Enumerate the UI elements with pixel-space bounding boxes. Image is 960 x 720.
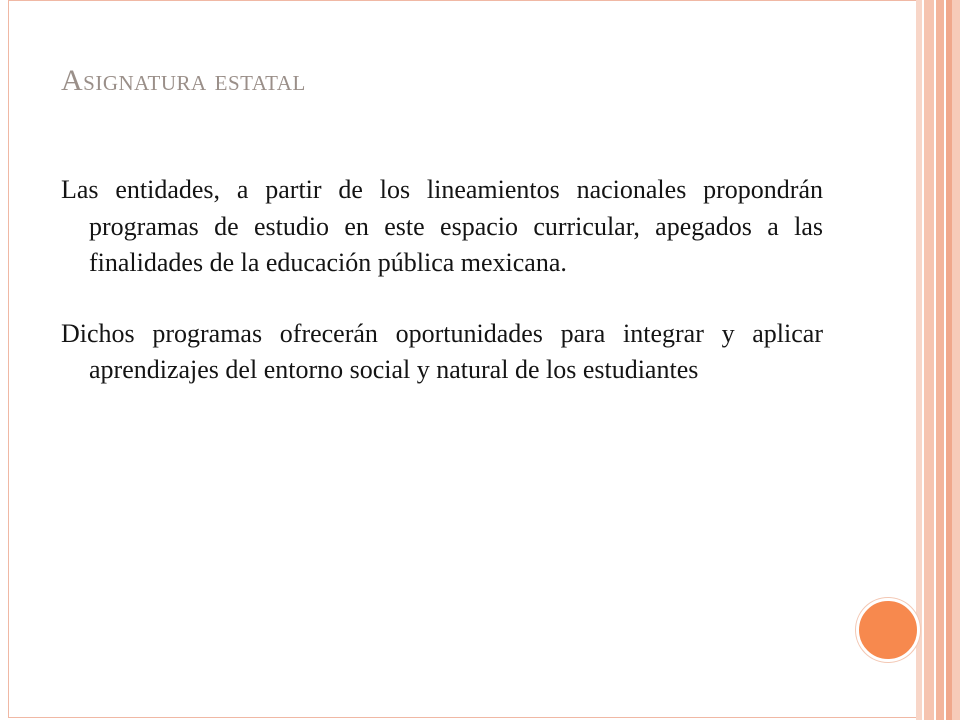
stripe xyxy=(924,0,934,720)
stripe xyxy=(952,0,960,720)
body-paragraph: Las entidades, a partir de los lineamientos nacionales propondrán programas de estudio en este espacio curricular, apegados a las finalidades de la educación pública mexicana. xyxy=(61,175,823,277)
stripe xyxy=(936,0,944,720)
body-paragraph: Dichos programas ofrecerán oportunidades para integrar y aplicar aprendizajes del entorno social y natural de los estudiantes xyxy=(61,318,823,384)
slide-body xyxy=(61,172,823,423)
decorative-stripes xyxy=(916,0,960,720)
accent-circle xyxy=(856,598,920,662)
slide-title: Asignatura estatal xyxy=(61,64,306,97)
